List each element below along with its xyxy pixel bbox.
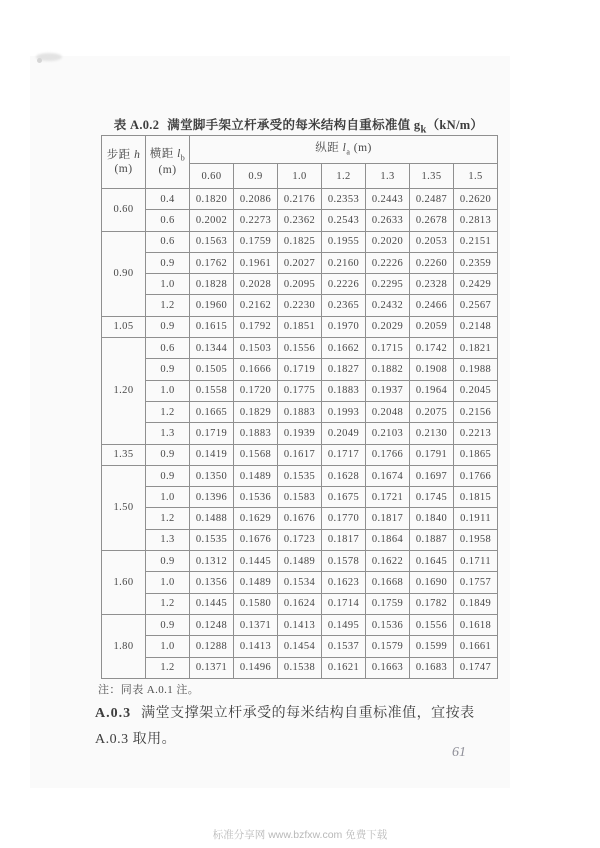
value-cell: 0.1665	[190, 401, 234, 422]
step-distance-cell: 1.35	[102, 444, 146, 465]
transverse-distance-cell: 1.2	[146, 657, 190, 678]
value-cell: 0.1580	[234, 593, 278, 614]
value-cell: 0.1556	[278, 338, 322, 359]
transverse-distance-cell: 0.9	[146, 551, 190, 572]
value-cell: 0.2028	[234, 274, 278, 295]
value-cell: 0.1413	[278, 614, 322, 635]
transverse-distance-cell: 1.0	[146, 487, 190, 508]
value-cell: 0.2328	[410, 274, 454, 295]
value-cell: 0.1536	[234, 487, 278, 508]
value-cell: 0.2429	[454, 274, 498, 295]
value-cell: 0.1556	[410, 614, 454, 635]
value-cell: 0.1939	[278, 423, 322, 444]
header-longitudinal-distance	[190, 136, 498, 164]
table-row	[102, 274, 498, 295]
value-cell: 0.1288	[190, 636, 234, 657]
transverse-distance-cell: 1.3	[146, 423, 190, 444]
value-cell: 0.1489	[234, 572, 278, 593]
value-cell: 0.1503	[234, 338, 278, 359]
value-cell: 0.2362	[278, 210, 322, 231]
transverse-distance-cell: 0.6	[146, 231, 190, 252]
value-cell: 0.2162	[234, 295, 278, 316]
value-cell: 0.1714	[322, 593, 366, 614]
self-weight-table	[101, 135, 498, 679]
value-cell: 0.1958	[454, 529, 498, 550]
table-row	[102, 252, 498, 273]
value-cell: 0.1419	[190, 444, 234, 465]
table-row	[102, 380, 498, 401]
value-cell: 0.1766	[366, 444, 410, 465]
header-longitudinal-unit: (m)	[350, 142, 372, 155]
value-cell: 0.2020	[366, 231, 410, 252]
value-cell: 0.1883	[278, 401, 322, 422]
transverse-distance-cell: 0.9	[146, 614, 190, 635]
value-cell: 0.2059	[410, 316, 454, 337]
table-row	[102, 465, 498, 486]
value-cell: 0.2487	[410, 189, 454, 210]
value-cell: 0.2295	[366, 274, 410, 295]
value-cell: 0.1583	[278, 487, 322, 508]
value-cell: 0.1766	[454, 465, 498, 486]
value-cell: 0.1828	[190, 274, 234, 295]
value-cell: 0.1538	[278, 657, 322, 678]
table-row	[102, 210, 498, 231]
table-row	[102, 295, 498, 316]
value-cell: 0.2359	[454, 252, 498, 273]
value-cell: 0.1568	[234, 444, 278, 465]
step-distance-cell: 0.90	[102, 231, 146, 316]
value-cell: 0.2156	[454, 401, 498, 422]
value-cell: 0.2002	[190, 210, 234, 231]
value-cell: 0.1535	[190, 529, 234, 550]
value-cell: 0.1762	[190, 252, 234, 273]
value-cell: 0.1489	[278, 551, 322, 572]
value-cell: 0.1851	[278, 316, 322, 337]
transverse-distance-cell: 1.0	[146, 274, 190, 295]
value-cell: 0.1937	[366, 380, 410, 401]
header-longitudinal-variable: l	[342, 142, 347, 155]
value-cell: 0.2095	[278, 274, 322, 295]
value-cell: 0.1719	[278, 359, 322, 380]
value-cell: 0.2226	[322, 274, 366, 295]
value-cell: 0.1534	[278, 572, 322, 593]
value-cell: 0.2151	[454, 231, 498, 252]
value-cell: 0.1624	[278, 593, 322, 614]
value-cell: 0.1757	[454, 572, 498, 593]
step-distance-cell: 0.60	[102, 189, 146, 232]
value-cell: 0.1770	[322, 508, 366, 529]
table-row	[102, 359, 498, 380]
value-cell: 0.1720	[234, 380, 278, 401]
table-caption-subscript: k	[420, 124, 427, 136]
transverse-distance-cell: 0.9	[146, 444, 190, 465]
value-cell: 0.2029	[366, 316, 410, 337]
value-cell: 0.1817	[322, 529, 366, 550]
table-note: 注：同表 A.0.1 注。	[98, 684, 200, 696]
value-cell: 0.1887	[410, 529, 454, 550]
value-cell: 0.1827	[322, 359, 366, 380]
transverse-distance-cell: 1.0	[146, 636, 190, 657]
value-cell: 0.2049	[322, 423, 366, 444]
value-cell: 0.1817	[366, 508, 410, 529]
value-cell: 0.1955	[322, 231, 366, 252]
transverse-distance-cell: 1.3	[146, 529, 190, 550]
value-cell: 0.2130	[410, 423, 454, 444]
step-distance-cell: 1.50	[102, 465, 146, 550]
transverse-distance-cell: 1.2	[146, 593, 190, 614]
page-number: 61	[452, 745, 466, 760]
value-cell: 0.2027	[278, 252, 322, 273]
value-cell: 0.2432	[366, 295, 410, 316]
value-cell: 0.1911	[454, 508, 498, 529]
table-row	[102, 316, 498, 337]
value-cell: 0.1454	[278, 636, 322, 657]
value-cell: 0.1791	[410, 444, 454, 465]
header-step-distance	[102, 136, 146, 189]
value-cell: 0.1759	[234, 231, 278, 252]
header-step-label: 步距	[106, 148, 135, 161]
table-row	[102, 423, 498, 444]
transverse-distance-cell: 1.0	[146, 572, 190, 593]
table-caption-text: 满堂脚手架立杆承受的每米结构自重标准值 g	[167, 118, 421, 132]
value-cell: 0.1558	[190, 380, 234, 401]
value-cell: 0.2543	[322, 210, 366, 231]
clause-a03	[95, 701, 497, 753]
value-cell: 0.2678	[410, 210, 454, 231]
value-cell: 0.1563	[190, 231, 234, 252]
value-cell: 0.1645	[410, 551, 454, 572]
value-cell: 0.2045	[454, 380, 498, 401]
value-cell: 0.1721	[366, 487, 410, 508]
transverse-distance-cell: 0.9	[146, 316, 190, 337]
value-cell: 0.1792	[234, 316, 278, 337]
value-cell: 0.1356	[190, 572, 234, 593]
step-distance-cell: 1.20	[102, 338, 146, 444]
clause-number: A.0.3	[95, 706, 132, 721]
clause-text-line1: 满堂支撑架立杆承受的每米结构自重标准值，宜按表	[141, 706, 475, 721]
value-cell: 0.1864	[366, 529, 410, 550]
value-cell: 0.2260	[410, 252, 454, 273]
value-cell: 0.1618	[454, 614, 498, 635]
value-cell: 0.1344	[190, 338, 234, 359]
value-cell: 0.2633	[366, 210, 410, 231]
value-cell: 0.2620	[454, 189, 498, 210]
value-cell: 0.1617	[278, 444, 322, 465]
value-cell: 0.1715	[366, 338, 410, 359]
table-row	[102, 657, 498, 678]
value-cell: 0.1849	[454, 593, 498, 614]
value-cell: 0.1623	[322, 572, 366, 593]
column-header-value: 1.5	[454, 164, 498, 189]
header-step-unit: (m)	[114, 163, 133, 175]
transverse-distance-cell: 1.0	[146, 380, 190, 401]
table-caption-unit: （kN/m）	[426, 118, 484, 132]
value-cell: 0.1629	[234, 508, 278, 529]
clause-text-line2: A.0.3 取用。	[95, 731, 177, 747]
table-header	[102, 136, 498, 189]
value-cell: 0.1663	[366, 657, 410, 678]
transverse-distance-cell: 1.2	[146, 508, 190, 529]
column-header-value: 1.0	[278, 164, 322, 189]
table-row	[102, 529, 498, 550]
table-row	[102, 231, 498, 252]
transverse-distance-cell: 0.6	[146, 338, 190, 359]
value-cell: 0.1717	[322, 444, 366, 465]
value-cell: 0.1745	[410, 487, 454, 508]
column-header-value: 0.9	[234, 164, 278, 189]
value-cell: 0.1312	[190, 551, 234, 572]
step-distance-cell: 1.05	[102, 316, 146, 337]
value-cell: 0.2048	[366, 401, 410, 422]
value-cell: 0.2466	[410, 295, 454, 316]
value-cell: 0.2176	[278, 189, 322, 210]
value-cell: 0.1628	[322, 465, 366, 486]
value-cell: 0.2160	[322, 252, 366, 273]
value-cell: 0.2075	[410, 401, 454, 422]
table-row	[102, 487, 498, 508]
header-transverse-variable: l	[177, 147, 181, 160]
value-cell: 0.1661	[454, 636, 498, 657]
value-cell: 0.2567	[454, 295, 498, 316]
header-transverse-distance	[146, 136, 190, 189]
table-row	[102, 614, 498, 635]
transverse-distance-cell: 1.2	[146, 401, 190, 422]
value-cell: 0.1719	[190, 423, 234, 444]
table-row	[102, 338, 498, 359]
value-cell: 0.1993	[322, 401, 366, 422]
value-cell: 0.1742	[410, 338, 454, 359]
value-cell: 0.1495	[322, 614, 366, 635]
value-cell: 0.1723	[278, 529, 322, 550]
table-body	[102, 189, 498, 679]
value-cell: 0.1829	[234, 401, 278, 422]
value-cell: 0.1821	[454, 338, 498, 359]
value-cell: 0.1759	[366, 593, 410, 614]
value-cell: 0.1537	[322, 636, 366, 657]
value-cell: 0.2230	[278, 295, 322, 316]
value-cell: 0.1961	[234, 252, 278, 273]
header-step-variable: h	[134, 148, 141, 161]
value-cell: 0.1676	[278, 508, 322, 529]
table-row	[102, 444, 498, 465]
table-row	[102, 593, 498, 614]
value-cell: 0.1599	[410, 636, 454, 657]
value-cell: 0.1578	[322, 551, 366, 572]
scan-artifact-dot	[37, 58, 42, 63]
value-cell: 0.1908	[410, 359, 454, 380]
header-transverse-label: 横距	[149, 147, 178, 160]
value-cell: 0.1662	[322, 338, 366, 359]
value-cell: 0.1622	[366, 551, 410, 572]
value-cell: 0.2353	[322, 189, 366, 210]
value-cell: 0.1445	[234, 551, 278, 572]
value-cell: 0.1674	[366, 465, 410, 486]
value-cell: 0.1615	[190, 316, 234, 337]
value-cell: 0.2273	[234, 210, 278, 231]
value-cell: 0.1883	[234, 423, 278, 444]
transverse-distance-cell: 0.4	[146, 189, 190, 210]
value-cell: 0.1775	[278, 380, 322, 401]
value-cell: 0.1350	[190, 465, 234, 486]
column-header-value: 0.60	[190, 164, 234, 189]
value-cell: 0.1820	[190, 189, 234, 210]
table-row	[102, 189, 498, 210]
value-cell: 0.1536	[366, 614, 410, 635]
table-row	[102, 636, 498, 657]
step-distance-cell: 1.80	[102, 614, 146, 678]
value-cell: 0.1535	[278, 465, 322, 486]
value-cell: 0.1883	[322, 380, 366, 401]
value-cell: 0.2443	[366, 189, 410, 210]
value-cell: 0.1488	[190, 508, 234, 529]
header-longitudinal-label: 纵距	[315, 142, 343, 155]
value-cell: 0.1747	[454, 657, 498, 678]
header-longitudinal-subscript: a	[346, 147, 351, 157]
table-row	[102, 401, 498, 422]
value-cell: 0.2226	[366, 252, 410, 273]
value-cell: 0.2213	[454, 423, 498, 444]
table-caption	[100, 115, 497, 136]
value-cell: 0.1371	[234, 614, 278, 635]
value-cell: 0.1248	[190, 614, 234, 635]
transverse-distance-cell: 0.9	[146, 465, 190, 486]
value-cell: 0.2053	[410, 231, 454, 252]
value-cell: 0.1666	[234, 359, 278, 380]
value-cell: 0.1964	[410, 380, 454, 401]
value-cell: 0.2365	[322, 295, 366, 316]
value-cell: 0.1711	[454, 551, 498, 572]
transverse-distance-cell: 0.9	[146, 359, 190, 380]
header-transverse-unit: (m)	[158, 163, 177, 176]
value-cell: 0.1815	[454, 487, 498, 508]
value-cell: 0.1496	[234, 657, 278, 678]
column-header-value: 1.35	[410, 164, 454, 189]
value-cell: 0.1621	[322, 657, 366, 678]
value-cell: 0.1825	[278, 231, 322, 252]
value-cell: 0.1970	[322, 316, 366, 337]
value-cell: 0.1865	[454, 444, 498, 465]
watermark-text: 标准分享网 www.bzfxw.com 免费下载	[212, 829, 388, 841]
value-cell: 0.1413	[234, 636, 278, 657]
value-cell: 0.1396	[190, 487, 234, 508]
value-cell: 0.1668	[366, 572, 410, 593]
value-cell: 0.1697	[410, 465, 454, 486]
value-cell: 0.1371	[190, 657, 234, 678]
value-cell: 0.1683	[410, 657, 454, 678]
table-row	[102, 551, 498, 572]
value-cell: 0.1676	[234, 529, 278, 550]
transverse-distance-cell: 0.6	[146, 210, 190, 231]
value-cell: 0.2103	[366, 423, 410, 444]
value-cell: 0.1988	[454, 359, 498, 380]
header-transverse-subscript: b	[180, 152, 186, 162]
step-distance-cell: 1.60	[102, 551, 146, 615]
value-cell: 0.1579	[366, 636, 410, 657]
value-cell: 0.1690	[410, 572, 454, 593]
table-caption-number: 表 A.0.2	[113, 118, 160, 132]
value-cell: 0.1505	[190, 359, 234, 380]
table-row	[102, 572, 498, 593]
value-cell: 0.1840	[410, 508, 454, 529]
column-header-value: 1.2	[322, 164, 366, 189]
value-cell: 0.2813	[454, 210, 498, 231]
value-cell: 0.1882	[366, 359, 410, 380]
value-cell: 0.1445	[190, 593, 234, 614]
transverse-distance-cell: 0.9	[146, 252, 190, 273]
value-cell: 0.1675	[322, 487, 366, 508]
value-cell: 0.1960	[190, 295, 234, 316]
value-cell: 0.2086	[234, 189, 278, 210]
value-cell: 0.2148	[454, 316, 498, 337]
value-cell: 0.1782	[410, 593, 454, 614]
value-cell: 0.1489	[234, 465, 278, 486]
table-row	[102, 508, 498, 529]
transverse-distance-cell: 1.2	[146, 295, 190, 316]
column-header-value: 1.3	[366, 164, 410, 189]
